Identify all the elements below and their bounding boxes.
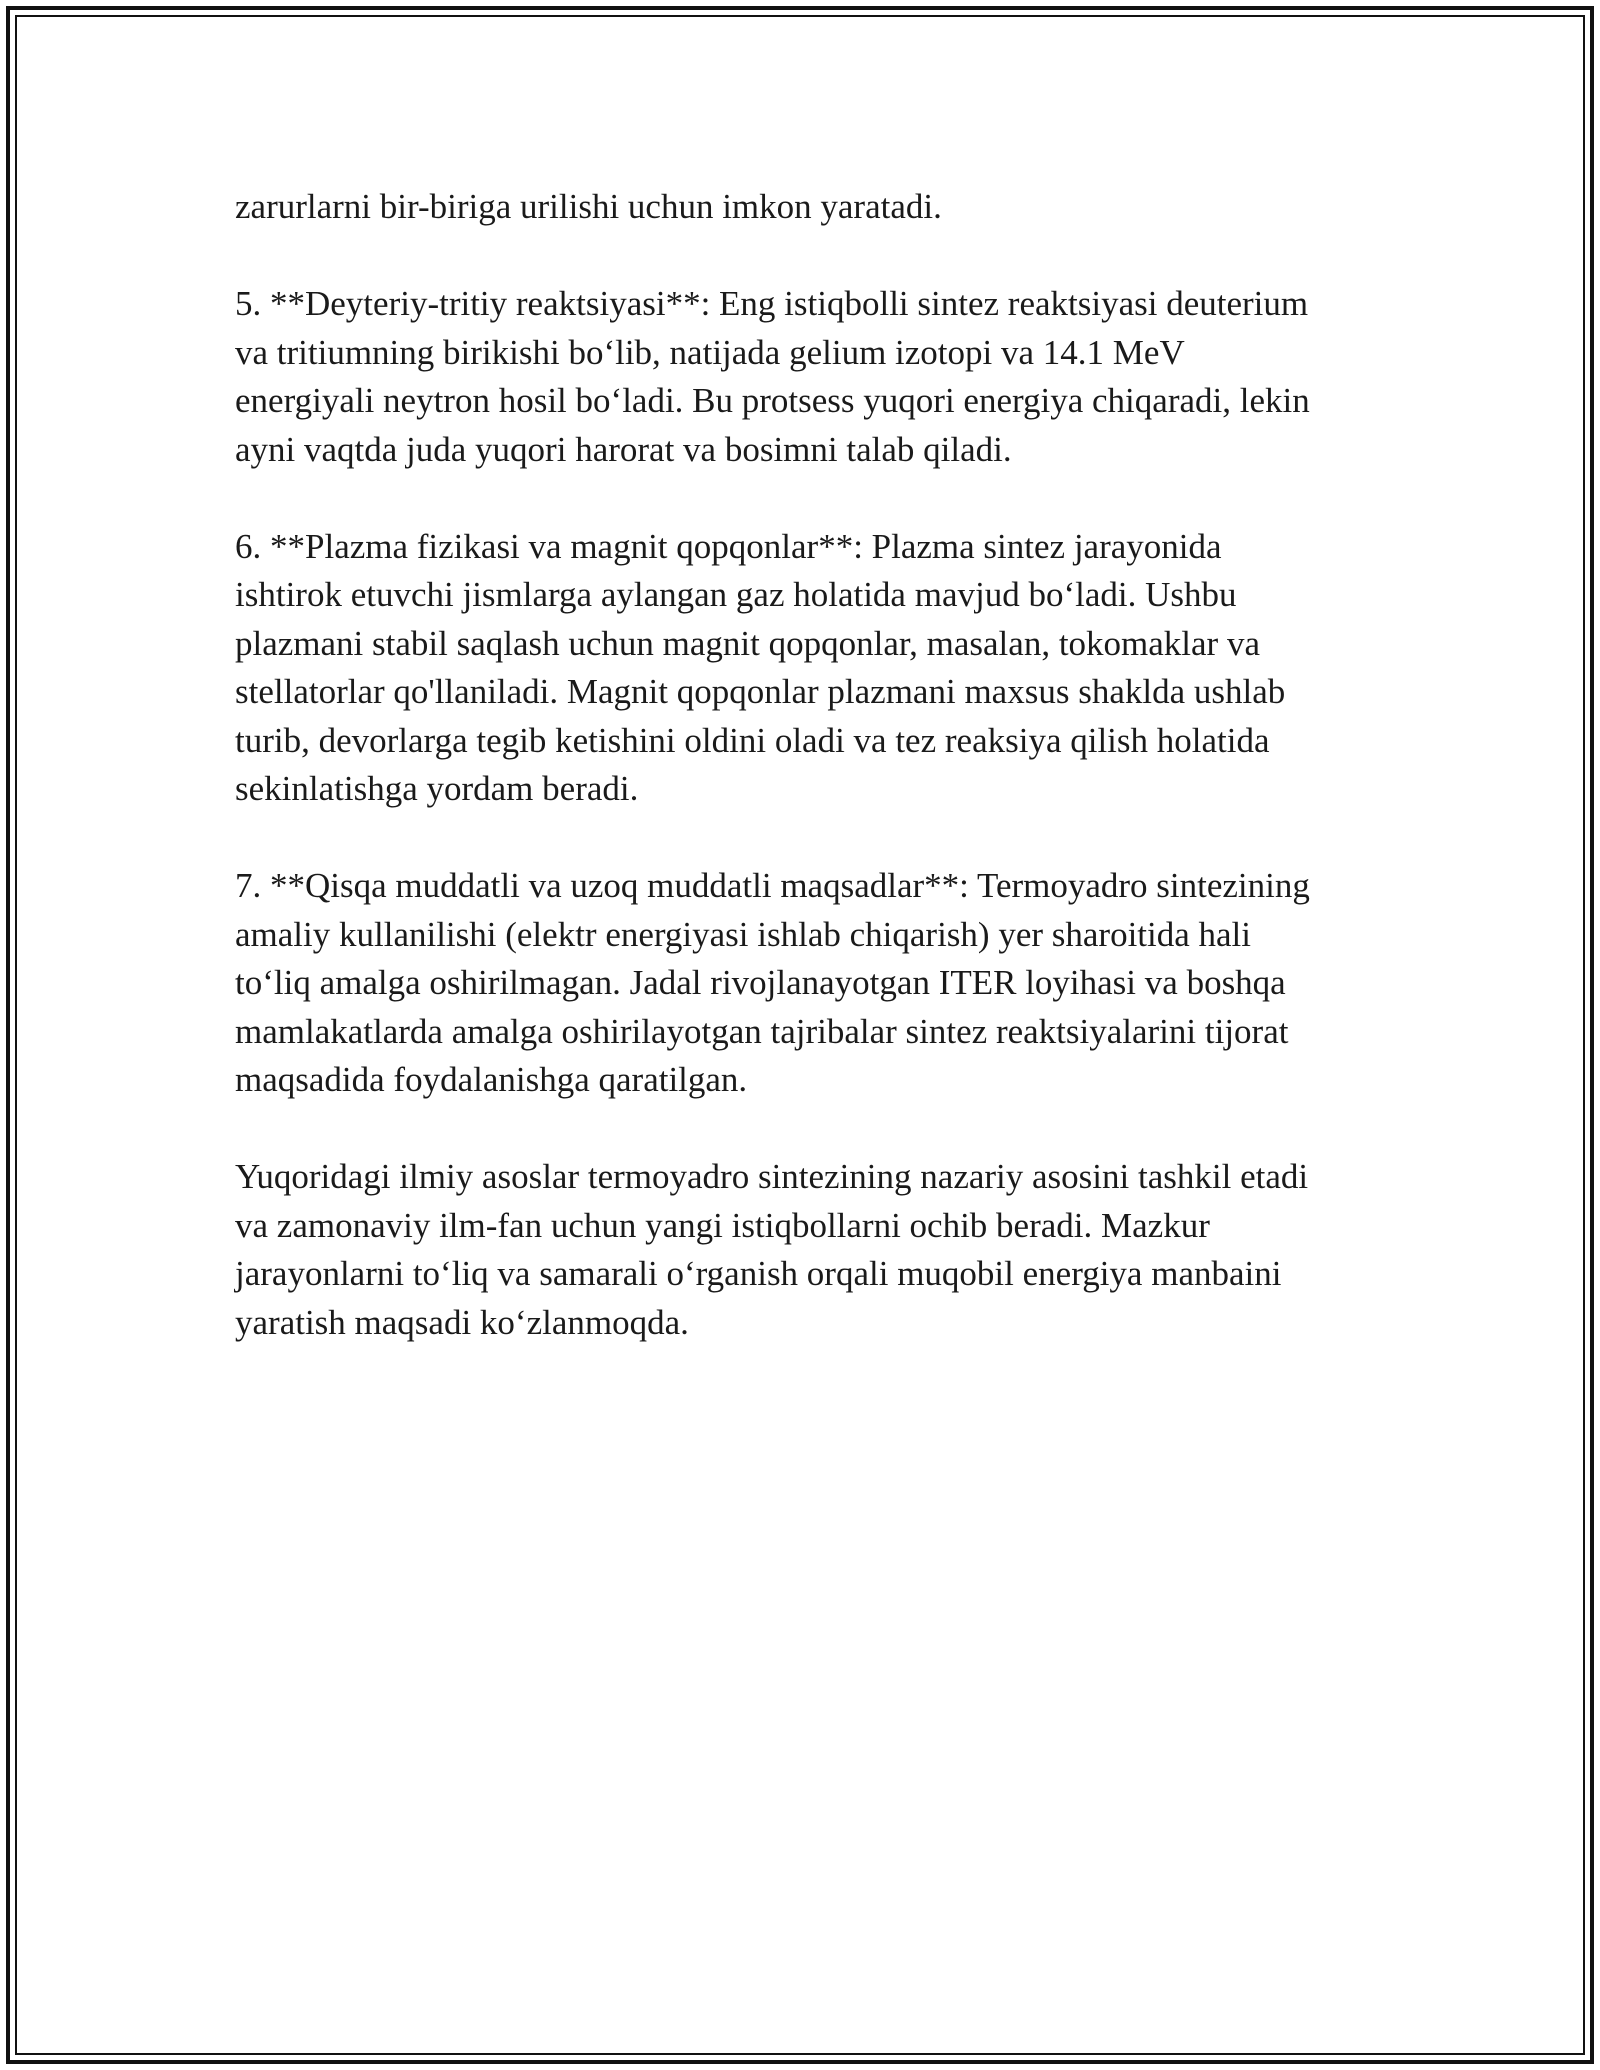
text-line: va tritiumning birikishi bo‘lib, natijada gelium izotopi va 14.1 MeV	[235, 332, 1185, 372]
text-line: zarurlarni bir-biriga urilishi uchun imkon yaratadi.	[235, 187, 942, 226]
paragraph-item-5	[235, 280, 1385, 474]
text-line: stellatorlar qo'llaniladi. Magnit qopqonlar plazmani maxsus shaklda ushlab	[235, 672, 1286, 711]
text-line: ayni vaqtda juda yuqori harorat va bosimni talab qiladi.	[235, 429, 1012, 469]
text-line: yaratish maqsadi ko‘zlanmoqda.	[235, 1302, 689, 1342]
text-line: energiyali neytron hosil bo‘ladi. Bu protsess yuqori energiya chiqaradi, lekin	[235, 381, 1310, 420]
text-line: mamlakatlarda amalga oshirilayotgan tajribalar sintez reaktsiyalarini tijorat	[235, 1011, 1289, 1051]
text-line: to‘liq amalga oshirilmagan. Jadal rivojlanayotgan ITER loyihasi va boshqa	[235, 963, 1286, 1002]
text-line: va zamonaviy ilm-fan uchun yangi istiqbollarni ochib beradi. Mazkur	[235, 1205, 1210, 1245]
text-line: plazmani stabil saqlash uchun magnit qopqonlar, masalan, tokomaklar va	[235, 623, 1260, 663]
text-line: amaliy kullanilishi (elektr energiyasi ishlab chiqarish) yer sharoitida hali	[235, 914, 1252, 954]
text-line: sekinlatishga yordam beradi.	[235, 769, 639, 808]
text-line: 6. **Plazma fizikasi va magnit qopqonlar**: Plazma sintez jarayonida	[235, 526, 1222, 566]
paragraph-item-6	[235, 523, 1385, 814]
text-line: jarayonlarni to‘liq va samarali o‘rganish orqali muqobil energiya manbaini	[235, 1254, 1282, 1293]
paragraph-item-7	[235, 862, 1385, 1105]
paragraph-continuation	[235, 183, 1385, 232]
text-line: maqsadida foydalanishga qaratilgan.	[235, 1060, 748, 1099]
text-line: turib, devorlarga tegib ketishini oldini oladi va tez reaksiya qilish holatida	[235, 720, 1270, 760]
text-line: 5. **Deyteriy-tritiy reaktsiyasi**: Eng istiqbolli sintez reaktsiyasi deuterium	[235, 284, 1309, 323]
text-line: Yuqoridagi ilmiy asoslar termoyadro sintezining nazariy asosini tashkil etadi	[235, 1157, 1309, 1196]
text-line: 7. **Qisqa muddatli va uzoq muddatli maqsadlar**: Termoyadro sintezining	[235, 866, 1310, 905]
text-line: ishtirok etuvchi jismlarga aylangan gaz holatida mavjud bo‘ladi. Ushbu	[235, 575, 1237, 614]
document-body	[235, 183, 1385, 1396]
paragraph-conclusion	[235, 1153, 1385, 1347]
